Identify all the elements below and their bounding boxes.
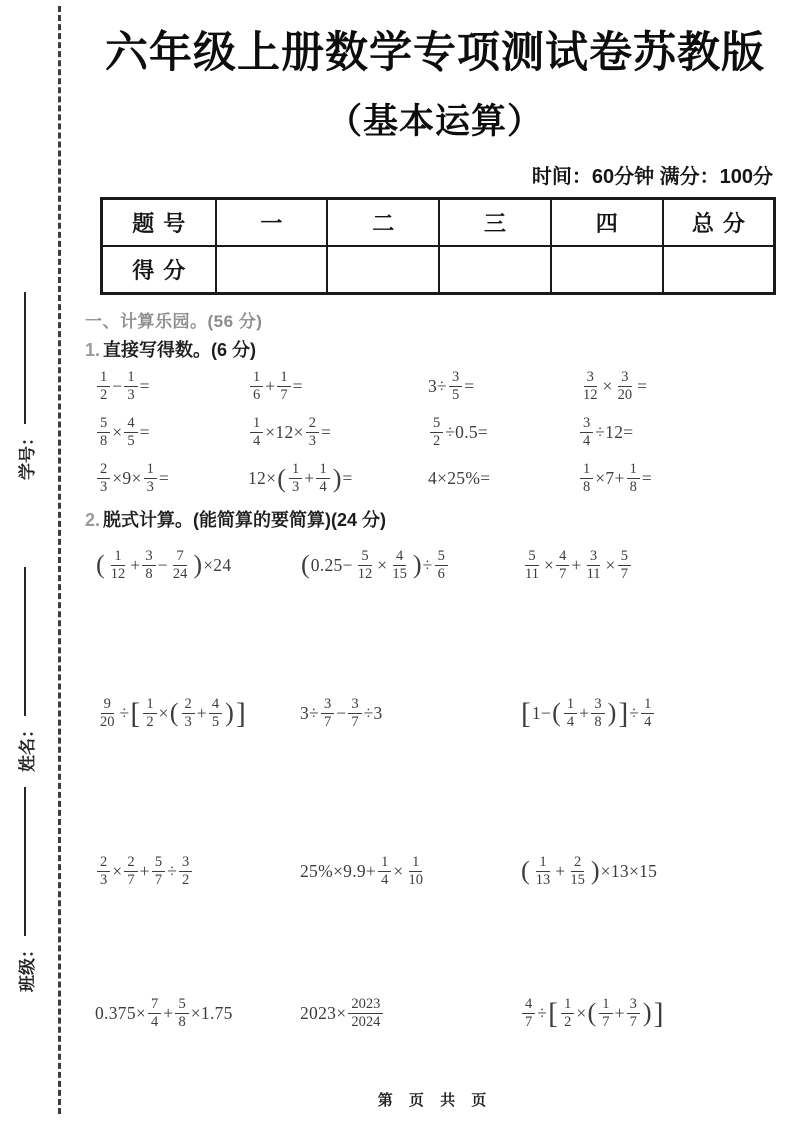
- math-expression: [95, 415, 248, 450]
- student-id-label: 学号：: [17, 429, 37, 480]
- fraction: $\frac{3}{5}$: [449, 369, 462, 404]
- fraction: $\frac{1}{2}$: [97, 369, 110, 404]
- math-token: +: [265, 376, 276, 397]
- fraction: $\frac{4}{5}$: [124, 415, 137, 450]
- math-expression: [578, 461, 785, 496]
- math-expression: [428, 468, 578, 489]
- fraction: $\frac{1}{3}$: [144, 461, 157, 496]
- score-cell: [439, 246, 551, 294]
- math-token: ×: [393, 860, 404, 881]
- delimiter: ): [225, 698, 234, 728]
- fraction: $\frac{3}{20}$: [617, 368, 633, 404]
- fraction: $\frac{1}{12}$: [110, 547, 126, 582]
- score-table-header-row: [102, 198, 775, 246]
- math-token: 0.375×: [95, 1002, 147, 1023]
- delimiter: (: [587, 998, 597, 1028]
- main-content: [85, 0, 785, 1122]
- math-token: +: [196, 702, 207, 723]
- fraction: $\frac{1}{8}$: [580, 461, 593, 496]
- footer-page-label: 第 页 共 页: [377, 1092, 493, 1109]
- math-token: ÷: [167, 860, 177, 881]
- delimiter: (: [277, 463, 287, 493]
- section-1-heading: 一、计算乐园。(56 分): [85, 311, 263, 331]
- fraction: $\frac{4}{5}$: [209, 696, 222, 731]
- math-token: +: [163, 1002, 174, 1023]
- delimiter: (: [301, 550, 310, 580]
- math-expression: [520, 540, 785, 583]
- math-expression: [95, 369, 248, 404]
- delimiter: ): [412, 550, 422, 580]
- fraction: $\frac{1}{10}$: [408, 853, 424, 888]
- delimiter: ]: [618, 696, 629, 730]
- math-expression: [95, 846, 300, 889]
- fraction: $\frac{5}{7}$: [152, 854, 165, 889]
- score-header-cell: 三: [439, 198, 551, 246]
- fraction: $\frac{1}{6}$: [250, 369, 263, 404]
- delimiter: (: [169, 698, 179, 728]
- score-header-cell: 总分: [663, 198, 775, 246]
- math-token: ×1.75: [190, 1002, 233, 1023]
- math-token: =: [641, 468, 653, 489]
- math-token: ×: [543, 554, 555, 575]
- fraction: $\frac{4}{7}$: [522, 996, 535, 1031]
- math-expression: [248, 415, 428, 450]
- student-id-blank-line: [24, 292, 26, 424]
- fraction: $\frac{5}{11}$: [525, 547, 539, 582]
- fraction: $\frac{1}{3}$: [289, 461, 302, 496]
- fraction: $\frac{3}{8}$: [142, 548, 155, 583]
- math-token: +: [555, 860, 566, 881]
- math-token: +: [304, 468, 315, 489]
- math-token: ×13×15: [600, 860, 658, 881]
- math-token: ×24: [203, 554, 232, 575]
- delimiter: [: [130, 696, 141, 730]
- score-header-cell: 二: [327, 198, 439, 246]
- delimiter: ): [332, 463, 342, 493]
- math-token: ÷12=: [595, 422, 634, 443]
- math-expression: [95, 540, 300, 583]
- math-token: ÷: [119, 702, 130, 723]
- problem-1-number: 1.: [85, 339, 101, 360]
- fraction: $\frac{3}{11}$: [586, 547, 601, 582]
- delimiter: ): [193, 550, 203, 580]
- math-token: =: [139, 376, 150, 397]
- score-header-cell: 一: [216, 198, 328, 246]
- math-token: ÷0.5=: [445, 422, 489, 443]
- math-token: =: [292, 376, 303, 397]
- math-expression: [95, 461, 248, 496]
- exam-meta: 时间：60分钟 满分：100分: [531, 165, 773, 188]
- delimiter: ): [590, 856, 600, 886]
- fraction: $\frac{5}{12}$: [357, 547, 373, 582]
- math-expression: [520, 846, 785, 889]
- math-token: 3÷: [428, 376, 447, 397]
- math-token: ×9×: [112, 468, 142, 489]
- math-token: ÷: [629, 702, 640, 723]
- math-token: =: [158, 468, 170, 489]
- math-expression: [300, 688, 520, 731]
- math-token: 1−: [531, 702, 552, 723]
- math-expression: [520, 988, 785, 1031]
- math-token: ÷: [537, 1002, 548, 1023]
- sidebar-field-class: [12, 787, 38, 992]
- fraction: $\frac{2}{7}$: [124, 854, 137, 889]
- math-token: ×: [377, 554, 388, 575]
- fraction: $\frac{3}{8}$: [591, 696, 604, 731]
- math-token: =: [464, 376, 475, 397]
- math-token: =: [342, 468, 353, 489]
- math-token: ×: [112, 422, 123, 443]
- fraction: $\frac{1}{7}$: [277, 369, 290, 404]
- fraction: $\frac{1}{2}$: [561, 996, 574, 1031]
- math-token: ×: [602, 376, 613, 397]
- math-expression: [300, 988, 520, 1031]
- fraction: $\frac{5}{6}$: [435, 548, 448, 583]
- fraction: $\frac{1}{8}$: [627, 461, 640, 496]
- math-token: ×12×: [265, 422, 304, 443]
- problem-2-heading: [85, 506, 785, 532]
- class-blank-line: [24, 787, 26, 936]
- delimiter: ): [607, 698, 617, 728]
- delimiter: ]: [653, 996, 664, 1030]
- fraction: $\frac{3}{12}$: [583, 368, 598, 404]
- score-table: [100, 197, 776, 295]
- math-token: 0.25−: [310, 554, 353, 575]
- math-expression: [248, 369, 428, 404]
- delimiter: ]: [235, 696, 246, 730]
- score-row-label: 得分: [102, 246, 216, 294]
- name-label: 姓名：: [17, 721, 37, 772]
- math-token: 4×25%=: [428, 468, 491, 489]
- math-token: =: [139, 422, 150, 443]
- math-expression: [248, 461, 428, 496]
- fraction: $\frac{3}{2}$: [179, 854, 192, 889]
- math-expression: [520, 688, 785, 731]
- math-expression: [300, 846, 520, 889]
- fraction: $\frac{4}{7}$: [556, 548, 569, 583]
- problem-2-number: 2.: [85, 509, 101, 530]
- delimiter: (: [521, 856, 530, 886]
- name-blank-line: [24, 567, 26, 716]
- math-token: ×: [158, 702, 169, 723]
- fraction: $\frac{3}{4}$: [580, 415, 593, 450]
- score-cell: [216, 246, 328, 294]
- fraction: $\frac{2}{3}$: [97, 854, 110, 889]
- math-token: 3÷: [300, 702, 319, 723]
- score-table-score-row: [102, 246, 775, 294]
- math-token: ×7+: [595, 468, 625, 489]
- sidebar-field-name: [12, 567, 38, 772]
- fraction: $\frac{1}{4}$: [641, 696, 654, 731]
- fraction: $\frac{5}{7}$: [618, 548, 631, 583]
- math-expression: [95, 988, 300, 1031]
- fraction: $\frac{3}{7}$: [627, 996, 640, 1031]
- math-token: =: [320, 422, 332, 443]
- delimiter: (: [96, 550, 105, 580]
- math-token: −: [157, 554, 168, 575]
- math-token: =: [637, 376, 648, 397]
- fraction: $\frac{1}{13}$: [535, 853, 551, 888]
- math-token: −: [112, 376, 123, 397]
- fraction: $\frac{1}{4}$: [564, 696, 577, 731]
- fraction: $\frac{7}{24}$: [172, 547, 188, 582]
- fraction: $\frac{1}{3}$: [124, 369, 137, 404]
- fraction: $\frac{2}{3}$: [306, 415, 319, 450]
- cut-line-dashed-rule: [58, 6, 61, 1114]
- math-token: ×: [605, 554, 616, 575]
- score-cell: [551, 246, 663, 294]
- delimiter: [: [521, 696, 531, 730]
- math-token: 12×: [248, 468, 277, 489]
- math-token: +: [130, 554, 141, 575]
- math-token: +: [614, 1002, 625, 1023]
- fraction: $\frac{1}{4}$: [250, 415, 263, 450]
- fraction: $\frac{5}{8}$: [97, 415, 110, 450]
- fraction: $\frac{1}{7}$: [599, 996, 612, 1031]
- score-cell: [327, 246, 439, 294]
- math-token: ÷: [422, 554, 433, 575]
- fraction: $\frac{1}{2}$: [143, 696, 156, 731]
- fraction: $\frac{4}{15}$: [392, 547, 407, 582]
- worked-computation-grid: [85, 540, 785, 1106]
- fraction: $\frac{5}{2}$: [430, 415, 443, 450]
- fraction: $\frac{2}{15}$: [570, 853, 585, 888]
- delimiter: [: [548, 996, 559, 1030]
- fraction: $\frac{3}{7}$: [321, 696, 334, 731]
- score-cell: [663, 246, 775, 294]
- problem-1-title: 直接写得数。(6 分): [103, 339, 257, 360]
- math-expression: [95, 688, 300, 731]
- fraction: $\frac{2}{3}$: [182, 696, 195, 731]
- math-token: +: [139, 860, 150, 881]
- problem-1-heading: [85, 336, 785, 362]
- fraction: $\frac{3}{7}$: [348, 696, 361, 731]
- score-header-cell: 题号: [102, 198, 216, 246]
- class-label: 班级：: [17, 941, 37, 992]
- math-expression: [578, 369, 785, 404]
- math-token: 25%×9.9+: [300, 860, 377, 881]
- score-header-cell: 四: [551, 198, 663, 246]
- problem-2-title: 脱式计算。(能简算的要简算)(24 分): [103, 509, 387, 530]
- math-token: ×: [112, 860, 123, 881]
- sidebar-field-student-id: [12, 292, 38, 480]
- math-expression: [300, 540, 520, 583]
- delimiter: ): [642, 998, 652, 1028]
- fraction: $\frac{9}{20}$: [100, 695, 115, 730]
- delimiter: (: [552, 698, 561, 728]
- math-token: +: [571, 554, 582, 575]
- page-title: 六年级上册数学专项测试卷苏教版: [105, 29, 765, 77]
- math-token: +: [579, 702, 590, 723]
- page-subtitle: （基本运算）: [326, 101, 543, 141]
- fraction: $\frac{2}{3}$: [97, 461, 110, 496]
- fraction: $\frac{7}{4}$: [148, 996, 161, 1031]
- direct-computation-grid: [85, 364, 785, 502]
- math-token: 2023×: [300, 1002, 347, 1023]
- math-token: −: [336, 702, 347, 723]
- fraction: $\frac{2023}{2024}$: [348, 996, 383, 1031]
- fraction: $\frac{1}{4}$: [378, 854, 391, 889]
- fraction: $\frac{1}{4}$: [316, 461, 329, 496]
- fraction: $\frac{5}{8}$: [175, 996, 188, 1031]
- math-expression: [428, 369, 578, 404]
- math-expression: [428, 415, 578, 450]
- math-token: ÷3: [363, 702, 383, 723]
- math-token: ×: [576, 1002, 587, 1023]
- math-expression: [578, 415, 785, 450]
